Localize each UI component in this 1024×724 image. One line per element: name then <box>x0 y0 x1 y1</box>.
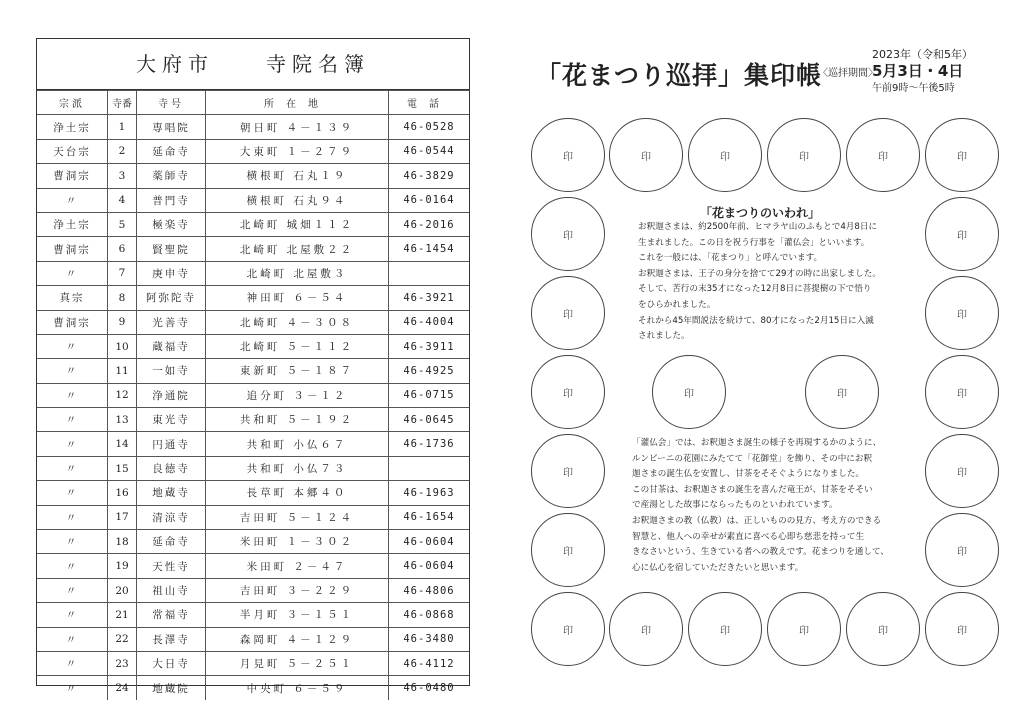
stamp-circle: 印 <box>609 118 683 192</box>
text-line: 「灌仏会」では、お釈迦さま誕生の様子を再現するかのように、 <box>632 438 882 448</box>
temple-tel: 46-2016 <box>389 212 470 236</box>
stamp-circle: 印 <box>531 197 605 271</box>
temple-tel: 46-0480 <box>389 676 470 700</box>
temple-number: 19 <box>108 554 137 578</box>
temple-number: 24 <box>108 676 137 700</box>
temple-table <box>37 90 469 700</box>
period-label: 〈巡拝期間〉 <box>818 68 878 79</box>
temple-address: 横根町 石丸１９ <box>206 164 389 188</box>
text-line: これを一般には、「花まつり」と呼んでいます。 <box>638 253 823 264</box>
temple-tel: 46-1654 <box>389 505 470 529</box>
temple-tel: 46-0715 <box>389 383 470 407</box>
stamp-circle: 印 <box>531 513 605 587</box>
temple-tel: 46-4004 <box>389 310 470 334</box>
table-row <box>37 578 469 602</box>
table-row <box>37 651 469 675</box>
temple-name: 普門寺 <box>137 188 206 212</box>
temple-name: 良徳寺 <box>137 456 206 480</box>
temple-name: 大日寺 <box>137 651 206 675</box>
temple-tel: 46-1736 <box>389 432 470 456</box>
legend-heading: 「花まつりのいわれ」 <box>700 206 821 220</box>
temple-name: 一如寺 <box>137 359 206 383</box>
temple-name: 清涼寺 <box>137 505 206 529</box>
stamp-circle: 印 <box>652 355 726 429</box>
temple-sect: 〃 <box>37 383 108 407</box>
header-tel: 電話 <box>389 91 470 115</box>
temple-address: 長草町 本郷４０ <box>206 481 389 505</box>
temple-address: 北崎町 北屋敷２２ <box>206 237 389 261</box>
temple-sect: 真宗 <box>37 286 108 310</box>
event-year: 2023年（令和5年） <box>872 48 973 61</box>
temple-number: 14 <box>108 432 137 456</box>
temple-number: 13 <box>108 408 137 432</box>
table-row <box>37 627 469 651</box>
text-line: 迦さまの誕生仏を安置し、甘茶をそそぐようになりました。 <box>632 469 865 480</box>
stamp-circle: 印 <box>531 592 605 666</box>
temple-sect: 〃 <box>37 334 108 358</box>
temple-number: 23 <box>108 651 137 675</box>
temple-address: 北崎町 ５－１１２ <box>206 334 389 358</box>
temple-tel: 46-4806 <box>389 578 470 602</box>
temple-tel: 46-3921 <box>389 286 470 310</box>
temple-name: 円通寺 <box>137 432 206 456</box>
temple-address: 北崎町 北屋敷３ <box>206 261 389 285</box>
temple-number: 5 <box>108 212 137 236</box>
temple-tel: 46-4112 <box>389 651 470 675</box>
table-row <box>37 676 469 700</box>
header-sect: 宗派 <box>37 91 108 115</box>
temple-number: 7 <box>108 261 137 285</box>
temple-number: 3 <box>108 164 137 188</box>
stamp-circle: 印 <box>688 118 762 192</box>
temple-name: 蔵福寺 <box>137 334 206 358</box>
temple-name: 庚申寺 <box>137 261 206 285</box>
table-row <box>37 505 469 529</box>
text-line: で産湯とした故事にならったものといわれています。 <box>632 500 838 511</box>
temple-tel: 46-3911 <box>389 334 470 358</box>
temple-tel: 46-4925 <box>389 359 470 383</box>
directory-title: 大府市 寺院名簿 <box>37 39 469 90</box>
temple-address: 森岡町 ４－１２９ <box>206 627 389 651</box>
temple-name: 延命寺 <box>137 139 206 163</box>
stamp-circle: 印 <box>531 434 605 508</box>
temple-sect: 〃 <box>37 627 108 651</box>
temple-name: 延命寺 <box>137 530 206 554</box>
temple-number: 17 <box>108 505 137 529</box>
temple-name: 阿弥陀寺 <box>137 286 206 310</box>
temple-sect: 曹洞宗 <box>37 310 108 334</box>
temple-address: 北崎町 城畑１１２ <box>206 212 389 236</box>
temple-tel: 46-0528 <box>389 115 470 139</box>
temple-address: 共和町 ５－１９２ <box>206 408 389 432</box>
text-line: をひらかれました。 <box>638 299 716 310</box>
text-line: それから45年間説法を続けて、80才になった2月15日に入滅 <box>638 315 874 326</box>
header-name: 寺号 <box>137 91 206 115</box>
temple-address: 吉田町 ５－１２４ <box>206 505 389 529</box>
temple-number: 20 <box>108 578 137 602</box>
stamp-circle: 印 <box>925 592 999 666</box>
temple-sect: 〃 <box>37 578 108 602</box>
temple-tel: 46-3829 <box>389 164 470 188</box>
text-line: 智慧と、他人への幸せが素直に喜べる心即ち慈悲を持って生 <box>632 531 865 542</box>
temple-name: 賢聖院 <box>137 237 206 261</box>
temple-tel: 46-1963 <box>389 481 470 505</box>
temple-address: 横根町 石丸９４ <box>206 188 389 212</box>
text-line: お釈迦さまは、約2500年前、ヒマラヤ山のふもとで4月8日に <box>638 222 878 232</box>
temple-address: 半月町 ３－１５１ <box>206 603 389 627</box>
temple-number: 1 <box>108 115 137 139</box>
header-address: 所在地 <box>206 91 389 115</box>
temple-name: 極楽寺 <box>137 212 206 236</box>
text-line: お釈迦さまの教（仏教）は、正しいものの見方、考え方のできる <box>632 515 882 526</box>
temple-tel <box>389 456 470 480</box>
table-row <box>37 481 469 505</box>
temple-number: 22 <box>108 627 137 651</box>
temple-sect: 〃 <box>37 554 108 578</box>
temple-name: 常福寺 <box>137 603 206 627</box>
event-hours: 午前9時～午後5時 <box>872 83 955 94</box>
temple-sect: 〃 <box>37 530 108 554</box>
temple-tel: 46-0164 <box>389 188 470 212</box>
table-row <box>37 261 469 285</box>
temple-number: 10 <box>108 334 137 358</box>
temple-number: 11 <box>108 359 137 383</box>
temple-address: 吉田町 ３－２２９ <box>206 578 389 602</box>
text-line: きなさいという、生きている者への教えです。花まつりを通して、 <box>632 547 889 558</box>
table-row <box>37 212 469 236</box>
table-header-row <box>37 91 469 115</box>
temple-tel: 46-1454 <box>389 237 470 261</box>
temple-address: 米田町 ２－４７ <box>206 554 389 578</box>
legend-text <box>638 220 881 345</box>
temple-name: 祖山寺 <box>137 578 206 602</box>
table-row <box>37 408 469 432</box>
stamp-circle: 印 <box>925 118 999 192</box>
temple-address: 月見町 ５－２５１ <box>206 651 389 675</box>
stamp-circle: 印 <box>846 592 920 666</box>
table-row <box>37 359 469 383</box>
temple-tel: 46-0604 <box>389 554 470 578</box>
temple-number: 21 <box>108 603 137 627</box>
temple-directory <box>36 38 470 695</box>
table-row <box>37 334 469 358</box>
temple-name: 地蔵寺 <box>137 481 206 505</box>
temple-name: 長澤寺 <box>137 627 206 651</box>
temple-address: 朝日町 ４－１３９ <box>206 115 389 139</box>
table-row <box>37 530 469 554</box>
temple-number: 18 <box>108 530 137 554</box>
temple-sect: 〃 <box>37 408 108 432</box>
temple-sect: 〃 <box>37 651 108 675</box>
temple-sect: 〃 <box>37 676 108 700</box>
temple-number: 15 <box>108 456 137 480</box>
table-row <box>37 188 469 212</box>
stamp-circle: 印 <box>925 197 999 271</box>
table-row <box>37 456 469 480</box>
temple-tel <box>389 261 470 285</box>
text-line: そして、苦行の末35才になった12月8日に菩提樹の下で悟り <box>638 284 872 295</box>
temple-sect: 曹洞宗 <box>37 164 108 188</box>
temple-sect: 〃 <box>37 359 108 383</box>
stamp-circle: 印 <box>925 513 999 587</box>
stamp-circle: 印 <box>767 118 841 192</box>
temple-address: 米田町 １－３０２ <box>206 530 389 554</box>
temple-sect: 天台宗 <box>37 139 108 163</box>
temple-tel: 46-0544 <box>389 139 470 163</box>
table-row <box>37 237 469 261</box>
temple-sect: 曹洞宗 <box>37 237 108 261</box>
temple-sect: 浄土宗 <box>37 212 108 236</box>
temple-sect: 〃 <box>37 505 108 529</box>
stamp-circle: 印 <box>925 434 999 508</box>
temple-sect: 〃 <box>37 432 108 456</box>
temple-sect: 浄土宗 <box>37 115 108 139</box>
text-line: 心に仏心を宿していただきたいと思います。 <box>632 562 804 573</box>
header-no: 寺番 <box>108 91 137 115</box>
temple-sect: 〃 <box>37 456 108 480</box>
table-row <box>37 432 469 456</box>
table-row <box>37 310 469 334</box>
temple-name: 専唱院 <box>137 115 206 139</box>
temple-number: 12 <box>108 383 137 407</box>
text-line: 生まれました。この日を祝う行事を「灌仏会」といいます。 <box>638 237 870 248</box>
table-row <box>37 554 469 578</box>
table-row <box>37 383 469 407</box>
table-row <box>37 164 469 188</box>
text-line: されました。 <box>638 331 690 342</box>
event-date: 5月3日・4日 <box>872 62 964 80</box>
stamp-circle: 印 <box>531 276 605 350</box>
temple-number: 16 <box>108 481 137 505</box>
text-line: お釈迦さまは、王子の身分を捨てて29才の時に出家しました。 <box>638 268 881 279</box>
temple-address: 神田町 ６－５４ <box>206 286 389 310</box>
temple-tel: 46-0868 <box>389 603 470 627</box>
temple-name: 薬師寺 <box>137 164 206 188</box>
stamp-circle: 印 <box>805 355 879 429</box>
temple-address: 共和町 小仏６７ <box>206 432 389 456</box>
temple-sect: 〃 <box>37 188 108 212</box>
temple-address: 東新町 ５－１８７ <box>206 359 389 383</box>
temple-number: 8 <box>108 286 137 310</box>
temple-name: 浄通院 <box>137 383 206 407</box>
temple-address: 追分町 ３－１２ <box>206 383 389 407</box>
table-row <box>37 603 469 627</box>
stamp-circle: 印 <box>925 276 999 350</box>
temple-tel: 46-0604 <box>389 530 470 554</box>
text-line: この甘茶は、お釈迦さまの誕生を喜んだ竜王が、甘茶をそそい <box>632 484 873 495</box>
temple-address: 共和町 小仏７３ <box>206 456 389 480</box>
temple-sect: 〃 <box>37 261 108 285</box>
stamp-circle: 印 <box>531 355 605 429</box>
temple-name: 天性寺 <box>137 554 206 578</box>
temple-address: 大東町 １－２７９ <box>206 139 389 163</box>
temple-tel: 46-0645 <box>389 408 470 432</box>
temple-sect: 〃 <box>37 481 108 505</box>
stamp-circle: 印 <box>767 592 841 666</box>
temple-number: 6 <box>108 237 137 261</box>
stamp-circle: 印 <box>531 118 605 192</box>
temple-name: 光善寺 <box>137 310 206 334</box>
stamp-circle: 印 <box>688 592 762 666</box>
temple-name: 地蔵院 <box>137 676 206 700</box>
temple-number: 4 <box>108 188 137 212</box>
temple-number: 9 <box>108 310 137 334</box>
body-text <box>632 436 889 576</box>
stamp-circle: 印 <box>925 355 999 429</box>
temple-tel: 46-3480 <box>389 627 470 651</box>
temple-name: 東光寺 <box>137 408 206 432</box>
table-row <box>37 139 469 163</box>
temple-sect: 〃 <box>37 603 108 627</box>
text-line: ルンビーニの花園にみたてて「花御堂」を飾り、その中にお釈 <box>632 453 873 464</box>
temple-address: 北崎町 ４－３０８ <box>206 310 389 334</box>
temple-address: 中央町 ６－５９ <box>206 676 389 700</box>
temple-number: 2 <box>108 139 137 163</box>
table-row <box>37 115 469 139</box>
stampbook-title: 「花まつり巡拝」集印帳 <box>536 61 823 90</box>
table-row <box>37 286 469 310</box>
stamp-circle: 印 <box>846 118 920 192</box>
stamp-circle: 印 <box>609 592 683 666</box>
